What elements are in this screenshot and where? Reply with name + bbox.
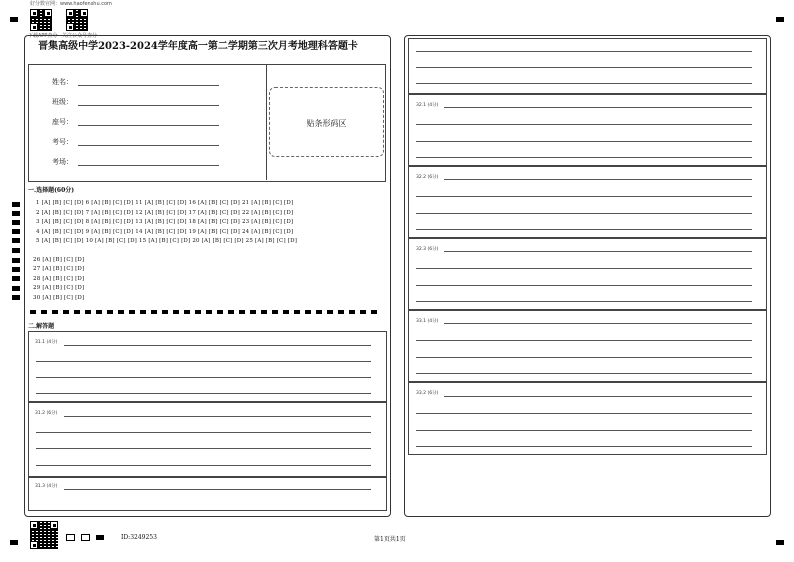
site-text: 好分数官网：www.haofenshu.com <box>30 1 112 7</box>
choice-row[interactable]: 5 [A] [B] [C] [D] 10 [A] [B] [C] [D] 15 [A] [B] [C] [D] 20 [A] [B] [C] [D] 25 [A] [B] [C] [D] <box>36 238 298 244</box>
separator-dash <box>371 310 377 314</box>
timing-mark <box>12 202 20 207</box>
writing-line <box>416 213 752 214</box>
footer-mark <box>96 535 104 540</box>
qr-caption-left: 下载APP查分 <box>28 33 58 39</box>
writing-line <box>64 416 371 417</box>
separator-dash <box>305 310 311 314</box>
wechat-qr-code <box>66 9 88 31</box>
choice-row[interactable]: 1 [A] [B] [C] [D] 6 [A] [B] [C] [D] 11 [A] [B] [C] [D] 16 [A] [B] [C] [D] 21 [A] [B] [C] [D] <box>36 200 294 206</box>
separator-dash <box>239 310 245 314</box>
separator-dash <box>261 310 267 314</box>
answer-box-32-1[interactable] <box>408 93 767 167</box>
answer-box-33-2[interactable] <box>408 381 767 455</box>
corner-mark <box>10 540 18 545</box>
separator-dash <box>195 310 201 314</box>
field-name-label: 姓名： <box>52 78 73 86</box>
writing-line <box>416 340 752 341</box>
choice-row[interactable]: 4 [A] [B] [C] [D] 9 [A] [B] [C] [D] 14 [A] [B] [C] [D] 19 [A] [B] [C] [D] 24 [A] [B] [C] [D] <box>36 229 294 235</box>
barcode-label: 贴条形码区 <box>306 119 347 128</box>
question-label: 31.2 (6分) <box>35 411 58 416</box>
separator-dash <box>107 310 113 314</box>
writing-line <box>36 377 371 378</box>
question-label: 31.1 (4分) <box>35 340 58 345</box>
choice-row[interactable]: 3 [A] [B] [C] [D] 8 [A] [B] [C] [D] 13 [A] [B] [C] [D] 18 [A] [B] [C] [D] 23 [A] [B] [C] [D] <box>36 219 294 225</box>
separator-dash <box>228 310 234 314</box>
separator-dash <box>151 310 157 314</box>
separator-dash <box>85 310 91 314</box>
writing-line <box>444 107 752 108</box>
question-label: 32.2 (6分) <box>416 175 439 180</box>
sheet-title: 晋集高级中学2023-2024学年度高一第二学期第三次月考地理科答题卡 <box>38 41 358 52</box>
writing-line <box>444 396 752 397</box>
choice-row[interactable]: 29 [A] [B] [C] [D] <box>33 285 85 291</box>
seat-field[interactable] <box>78 125 219 126</box>
writing-line <box>416 301 752 302</box>
writing-line <box>416 124 752 125</box>
info-divider <box>266 64 267 180</box>
writing-line <box>36 432 371 433</box>
footer-qr-code <box>30 521 58 549</box>
separator-dash <box>96 310 102 314</box>
separator-dash <box>316 310 322 314</box>
corner-mark <box>776 17 784 22</box>
separator-dash <box>294 310 300 314</box>
corner-mark <box>776 540 784 545</box>
writing-line <box>36 448 371 449</box>
section-one-heading: 一.选择题(60分) <box>28 187 75 194</box>
footer-square-icon <box>66 534 75 541</box>
section-two-heading: 二.解答题 <box>28 323 55 330</box>
choice-row[interactable]: 28 [A] [B] [C] [D] <box>33 276 85 282</box>
timing-mark <box>12 276 20 281</box>
writing-line <box>416 430 752 431</box>
timing-mark <box>12 211 20 216</box>
separator-dash <box>206 310 212 314</box>
writing-line <box>416 51 752 52</box>
writing-line <box>64 489 371 490</box>
writing-line <box>444 323 752 324</box>
timing-mark <box>12 229 20 234</box>
question-label: 33.1 (4分) <box>416 319 439 324</box>
choice-row[interactable]: 30 [A] [B] [C] [D] <box>33 295 85 301</box>
field-seat-label: 座号： <box>52 118 73 126</box>
separator-dash <box>327 310 333 314</box>
answer-box-33-1[interactable] <box>408 309 767 383</box>
separator-dash <box>140 310 146 314</box>
sheet-id: ID:3249253 <box>121 534 157 541</box>
answer-box-32-3[interactable] <box>408 237 767 311</box>
writing-line <box>416 268 752 269</box>
timing-mark <box>12 238 20 243</box>
question-label: 32.3 (6分) <box>416 247 439 252</box>
separator-dash <box>129 310 135 314</box>
separator-dash <box>272 310 278 314</box>
separator-dash <box>162 310 168 314</box>
writing-line <box>416 413 752 414</box>
question-label: 31.3 (4分) <box>35 484 58 489</box>
qr-caption-right: 关注公众号查分 <box>62 33 98 39</box>
separator-dash <box>283 310 289 314</box>
writing-line <box>416 285 752 286</box>
separator-dash <box>173 310 179 314</box>
writing-line <box>36 465 371 466</box>
exam-no-field[interactable] <box>78 145 219 146</box>
choice-row[interactable]: 27 [A] [B] [C] [D] <box>33 266 85 272</box>
section-separator <box>30 310 385 314</box>
writing-line <box>416 157 752 158</box>
separator-dash <box>52 310 58 314</box>
field-class-label: 班级： <box>52 98 73 106</box>
app-qr-code <box>30 9 52 31</box>
page-indicator: 第1页共1页 <box>374 536 406 543</box>
separator-dash <box>338 310 344 314</box>
writing-line <box>36 361 371 362</box>
writing-line <box>416 373 752 374</box>
timing-mark <box>12 286 20 291</box>
timing-mark <box>12 220 20 225</box>
writing-line <box>416 446 752 447</box>
timing-mark <box>12 248 20 253</box>
separator-dash <box>217 310 223 314</box>
separator-dash <box>349 310 355 314</box>
choice-row[interactable]: 2 [A] [B] [C] [D] 7 [A] [B] [C] [D] 12 [A] [B] [C] [D] 17 [A] [B] [C] [D] 22 [A] [B] [C] [D] <box>36 210 294 216</box>
field-room-label: 考场： <box>52 158 73 166</box>
timing-mark <box>12 267 20 272</box>
writing-line <box>416 83 752 84</box>
writing-line <box>416 141 752 142</box>
writing-line <box>64 345 371 346</box>
question-label: 33.2 (6分) <box>416 391 439 396</box>
writing-line <box>444 179 752 180</box>
question-label: 32.1 (4分) <box>416 103 439 108</box>
separator-dash <box>41 310 47 314</box>
timing-mark <box>12 258 20 263</box>
writing-line <box>416 196 752 197</box>
class-field[interactable] <box>78 105 219 106</box>
timing-mark <box>12 295 20 300</box>
writing-line <box>36 393 371 394</box>
separator-dash <box>250 310 256 314</box>
writing-line <box>444 251 752 252</box>
separator-dash <box>30 310 36 314</box>
writing-line <box>416 229 752 230</box>
answer-box-31-2[interactable] <box>28 401 387 478</box>
writing-line <box>416 357 752 358</box>
choice-row[interactable]: 26 [A] [B] [C] [D] <box>33 257 85 263</box>
writing-line <box>416 67 752 68</box>
footer-square-icon <box>81 534 90 541</box>
corner-mark <box>10 17 18 22</box>
separator-dash <box>118 310 124 314</box>
separator-dash <box>360 310 366 314</box>
separator-dash <box>74 310 80 314</box>
separator-dash <box>63 310 69 314</box>
answer-box-31-3[interactable] <box>28 476 387 511</box>
name-field[interactable] <box>78 85 219 86</box>
answer-box-32-2[interactable] <box>408 165 767 239</box>
room-field[interactable] <box>78 165 219 166</box>
separator-dash <box>184 310 190 314</box>
field-exam-no-label: 考号： <box>52 138 73 146</box>
